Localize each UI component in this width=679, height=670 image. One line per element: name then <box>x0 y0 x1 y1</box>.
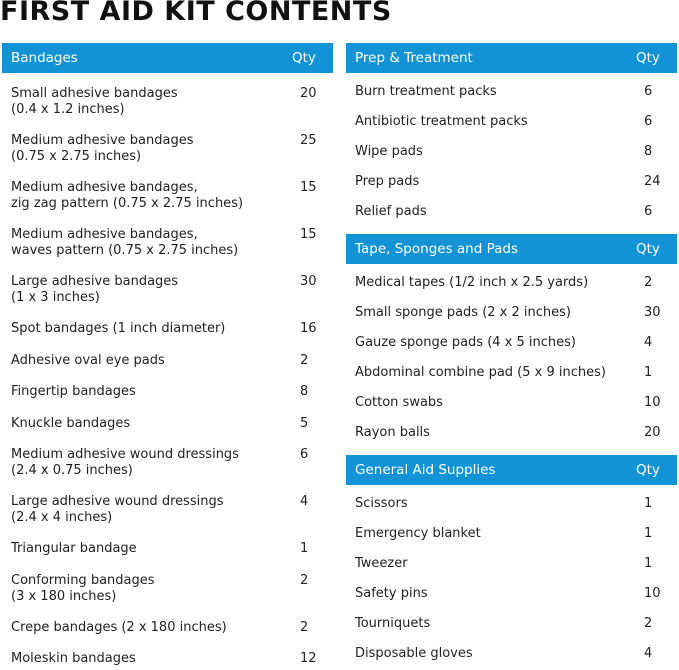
right-column <box>346 43 677 670</box>
item-qty: 1 <box>300 541 309 556</box>
item-name: Tourniquets <box>355 616 431 631</box>
item-qty: 8 <box>300 384 309 399</box>
item-qty: 15 <box>300 227 317 242</box>
list-item <box>2 651 333 670</box>
item-qty: 1 <box>644 365 653 380</box>
item-qty: 20 <box>644 425 661 440</box>
list-item <box>346 204 677 234</box>
item-qty: 2 <box>300 619 309 635</box>
item-name: Wipe pads <box>355 144 423 159</box>
item-name: Large adhesive bandages (1 x 3 inches) <box>11 274 179 305</box>
list-item <box>346 425 677 455</box>
item-qty: 1 <box>644 496 653 511</box>
item-name: Small sponge pads (2 x 2 inches) <box>355 305 571 320</box>
item-name: Scissors <box>355 496 408 511</box>
item-name: Gauze sponge pads (4 x 5 inches) <box>355 335 576 350</box>
item-name: Burn treatment packs <box>355 84 497 99</box>
general-section <box>346 455 677 670</box>
bandages-heading: Bandages <box>11 50 78 66</box>
list-item <box>346 144 677 174</box>
list-item <box>346 365 677 395</box>
item-qty: 8 <box>644 144 653 159</box>
item-name: Medium adhesive bandages, waves pattern (0.75 x 2.75 inches) <box>11 227 239 258</box>
tape-heading: Tape, Sponges and Pads <box>355 241 518 257</box>
item-name: Antibiotic treatment packs <box>355 114 528 129</box>
item-name: Emergency blanket <box>355 526 481 541</box>
tape-header <box>346 234 677 264</box>
item-name: Medical tapes (1/2 inch x 2.5 yards) <box>355 275 589 290</box>
list-item <box>346 556 677 586</box>
item-name: Relief pads <box>355 204 427 219</box>
item-name: Fingertip bandages <box>11 384 136 399</box>
general-header <box>346 455 677 485</box>
item-name: Tweezer <box>355 556 408 571</box>
item-qty: 24 <box>644 174 661 189</box>
item-name: Abdominal combine pad (5 x 9 inches) <box>355 365 606 380</box>
list-item <box>2 353 333 385</box>
item-name: Medium adhesive bandages, zig zag pattern (0.75 x 2.75 inches) <box>11 180 244 211</box>
item-qty: 1 <box>644 556 653 571</box>
item-name: Rayon balls <box>355 425 430 440</box>
list-item <box>346 526 677 556</box>
tape-list <box>346 264 677 455</box>
tape-section <box>346 234 677 455</box>
item-qty: 30 <box>300 274 317 289</box>
item-qty: 2 <box>644 616 653 631</box>
prep-list <box>346 73 677 234</box>
list-item <box>2 86 333 133</box>
qty-label: Qty <box>636 241 660 257</box>
item-qty: 25 <box>300 133 317 148</box>
item-qty: 1 <box>644 526 653 541</box>
item-qty: 2 <box>300 352 309 368</box>
general-heading: General Aid Supplies <box>355 462 496 478</box>
list-item <box>2 494 333 541</box>
list-item <box>2 620 333 652</box>
item-name: Large adhesive wound dressings (2.4 x 4 inches) <box>11 494 224 525</box>
item-qty: 6 <box>644 84 653 99</box>
item-name: Moleskin bandages <box>11 651 136 666</box>
item-qty: 6 <box>644 204 653 219</box>
item-name: Adhesive oval eye pads <box>11 352 165 368</box>
item-qty: 2 <box>300 572 309 588</box>
item-name: Medium adhesive wound dressings (2.4 x 0.75 inches) <box>11 447 239 478</box>
list-item <box>346 114 677 144</box>
list-item <box>2 321 333 353</box>
list-item <box>346 496 677 526</box>
bandages-section <box>2 43 333 670</box>
list-item <box>2 227 333 274</box>
prep-section <box>346 43 677 234</box>
list-item <box>2 416 333 448</box>
list-item <box>346 586 677 616</box>
item-name: Small adhesive bandages (0.4 x 1.2 inches) <box>11 86 178 117</box>
item-name: Prep pads <box>355 174 420 189</box>
item-qty: 4 <box>644 335 653 350</box>
item-qty: 4 <box>644 646 653 661</box>
item-qty: 12 <box>300 651 317 666</box>
item-qty: 30 <box>644 305 661 320</box>
list-item <box>346 616 677 646</box>
list-item <box>2 180 333 227</box>
item-name: Medium adhesive bandages (0.75 x 2.75 inches) <box>11 133 194 164</box>
qty-label: Qty <box>636 462 660 478</box>
bandages-header <box>2 43 333 73</box>
qty-label: Qty <box>292 50 316 66</box>
item-qty: 6 <box>644 114 653 129</box>
item-qty: 20 <box>300 86 317 101</box>
list-item <box>346 335 677 365</box>
item-qty: 16 <box>300 321 317 336</box>
qty-label: Qty <box>636 50 660 66</box>
item-qty: 4 <box>300 494 309 509</box>
item-name: Safety pins <box>355 586 428 601</box>
item-qty: 6 <box>300 447 309 462</box>
list-item <box>346 174 677 204</box>
item-name: Disposable gloves <box>355 646 473 661</box>
page-title: FIRST AID KIT CONTENTS <box>0 0 392 27</box>
prep-header <box>346 43 677 73</box>
item-name: Cotton swabs <box>355 395 443 410</box>
list-item <box>2 573 333 620</box>
list-item <box>2 384 333 416</box>
item-qty: 5 <box>300 415 309 431</box>
item-name: Spot bandages (1 inch diameter) <box>11 321 226 336</box>
item-name: Triangular bandage <box>11 541 137 556</box>
prep-heading: Prep & Treatment <box>355 50 473 66</box>
list-item <box>346 395 677 425</box>
list-item <box>346 84 677 114</box>
list-item <box>2 541 333 573</box>
item-name: Knuckle bandages <box>11 415 131 431</box>
item-qty: 2 <box>644 275 653 290</box>
bandages-list <box>2 73 333 670</box>
item-name: Conforming bandages (3 x 180 inches) <box>11 572 155 604</box>
list-item <box>2 133 333 180</box>
list-item <box>346 646 677 670</box>
item-qty: 15 <box>300 180 317 195</box>
list-item <box>346 275 677 305</box>
item-qty: 10 <box>644 395 661 410</box>
list-item <box>2 274 333 321</box>
general-list <box>346 485 677 670</box>
list-item <box>2 447 333 494</box>
list-item <box>346 305 677 335</box>
item-name: Crepe bandages (2 x 180 inches) <box>11 619 227 635</box>
item-qty: 10 <box>644 586 661 601</box>
